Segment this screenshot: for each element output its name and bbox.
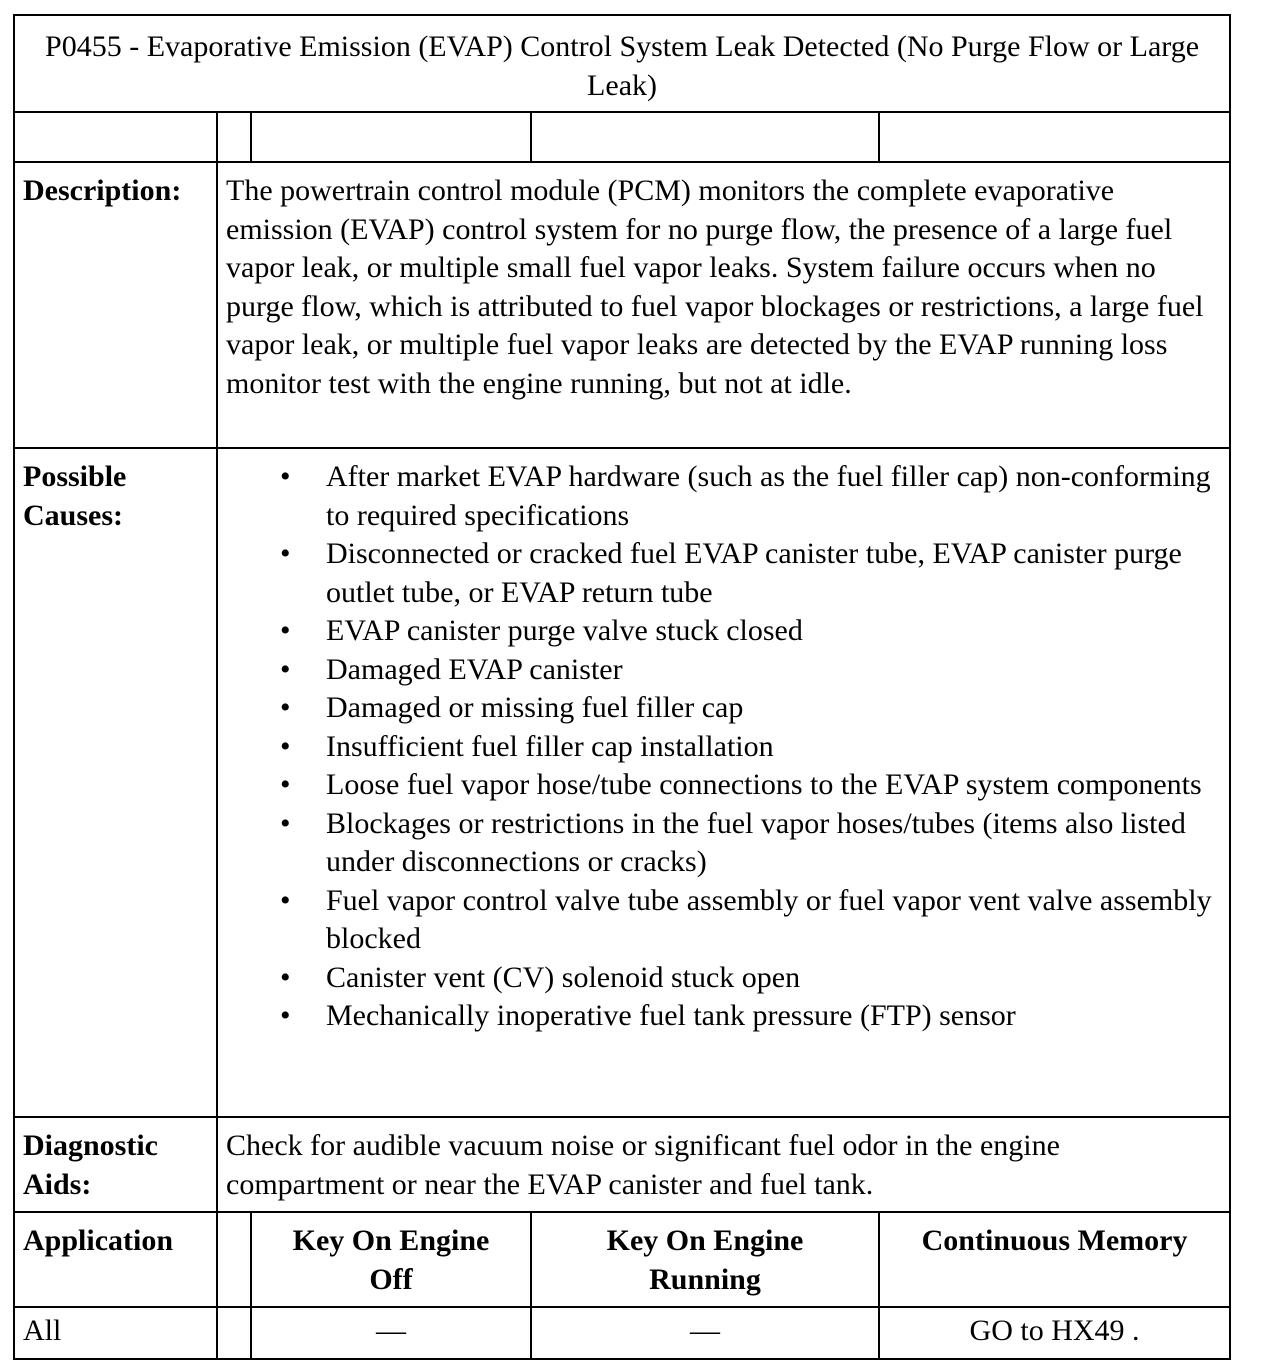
koeo-cell: — — [251, 1307, 531, 1359]
bullet-icon: • — [280, 960, 291, 994]
list-item — [280, 612, 1221, 651]
blank-row — [14, 112, 1230, 162]
koeo-header-line1: Key On Engine — [292, 1224, 490, 1257]
bullet-icon: • — [280, 883, 291, 917]
diagnostic-aids-label-line1: Diagnostic — [23, 1129, 158, 1162]
diagnostic-aids-label — [14, 1117, 217, 1212]
list-item — [280, 997, 1221, 1036]
blank-cell — [14, 112, 217, 162]
possible-causes-label-line1: Possible — [23, 460, 127, 493]
continuous-memory-header: Continuous Memory — [879, 1212, 1230, 1307]
bullet-icon: • — [280, 691, 291, 724]
bullet-icon: • — [280, 537, 291, 570]
list-item — [280, 458, 1221, 535]
diagnostic-aids-label-line2: Aids: — [23, 1167, 92, 1201]
list-item — [280, 728, 1221, 767]
list-item — [280, 689, 1221, 728]
cause-text: Fuel vapor control valve tube assembly or fuel vapor vent valve assembly blocked — [326, 883, 1212, 955]
table-row — [14, 1307, 1230, 1359]
list-item — [280, 882, 1221, 959]
dtc-table — [13, 14, 1231, 1360]
possible-causes-cell — [217, 448, 1230, 1117]
possible-causes-list — [226, 458, 1221, 1036]
cause-text: Mechanically inoperative fuel tank pressure (FTP) sensor — [326, 999, 1016, 1032]
cause-text: Loose fuel vapor hose/tube connections to the EVAP system components — [326, 768, 1202, 801]
application-header-row — [14, 1212, 1230, 1307]
bullet-icon: • — [280, 614, 291, 647]
koeo-header-line2: Off — [369, 1262, 413, 1296]
koer-header-line2: Running — [649, 1262, 761, 1296]
cause-text: Damaged EVAP canister — [326, 652, 623, 686]
diagnostic-aids-row — [14, 1117, 1230, 1212]
koer-header-line1: Key On Engine — [606, 1224, 804, 1257]
diagnostic-aids-text: Check for audible vacuum noise or significant fuel odor in the engine compartment or near the EVAP canister and fuel tank. — [217, 1117, 1230, 1212]
blank-header-cell — [217, 1212, 251, 1307]
cause-text: After market EVAP hardware (such as the fuel filler cap) non-conforming to required specifications — [326, 460, 1211, 532]
blank-cell — [217, 112, 251, 162]
application-cell: All — [14, 1307, 217, 1359]
bullet-icon: • — [280, 768, 291, 801]
koer-cell: — — [531, 1307, 879, 1359]
bullet-icon: • — [280, 652, 291, 686]
list-item — [280, 766, 1221, 805]
cause-text: EVAP canister purge valve stuck closed — [326, 614, 803, 647]
cause-text: Insufficient fuel filler cap installation — [326, 729, 774, 763]
cause-text: Canister vent (CV) solenoid stuck open — [326, 960, 801, 994]
dtc-title: P0455 - Evaporative Emission (EVAP) Control System Leak Detected (No Purge Flow or Large Leak) — [14, 15, 1230, 112]
koer-header — [531, 1212, 879, 1307]
possible-causes-label — [14, 448, 217, 1117]
title-row — [14, 15, 1230, 112]
blank-cell — [251, 112, 531, 162]
list-item — [280, 535, 1221, 612]
possible-causes-label-line2: Causes: — [23, 498, 124, 532]
continuous-memory-cell: GO to HX49 . — [879, 1307, 1230, 1359]
possible-causes-row — [14, 448, 1230, 1117]
list-item — [280, 959, 1221, 998]
koeo-header — [251, 1212, 531, 1307]
cause-text: Disconnected or cracked fuel EVAP canister tube, EVAP canister purge outlet tube, or EVAP return tube — [326, 537, 1182, 609]
bullet-icon: • — [280, 806, 291, 840]
list-item — [280, 805, 1221, 882]
bullet-icon: • — [280, 729, 291, 763]
cause-text: Blockages or restrictions in the fuel vapor hoses/tubes (items also listed under disconnections or cracks) — [326, 806, 1186, 878]
bullet-icon: • — [280, 999, 291, 1032]
list-item — [280, 651, 1221, 690]
description-text: The powertrain control module (PCM) monitors the complete evaporative emission (EVAP) control system for no purge flow, the presence of a large fuel vapor leak, or multiple small fuel vapor leaks. System failure occurs when no purge flow, which is attributed to fuel vapor blockages or restrictions, a large fuel vapor leak, or multiple fuel vapor leaks are detected by the EVAP running loss monitor test with the engine running, but not at idle. — [217, 162, 1230, 448]
application-header: Application — [14, 1212, 217, 1307]
blank-cell — [879, 112, 1230, 162]
blank-cell — [217, 1307, 251, 1359]
bullet-icon: • — [280, 460, 291, 493]
cause-text: Damaged or missing fuel filler cap — [326, 691, 744, 724]
description-row — [14, 162, 1230, 448]
blank-cell — [531, 112, 879, 162]
description-label: Description: — [14, 162, 217, 448]
